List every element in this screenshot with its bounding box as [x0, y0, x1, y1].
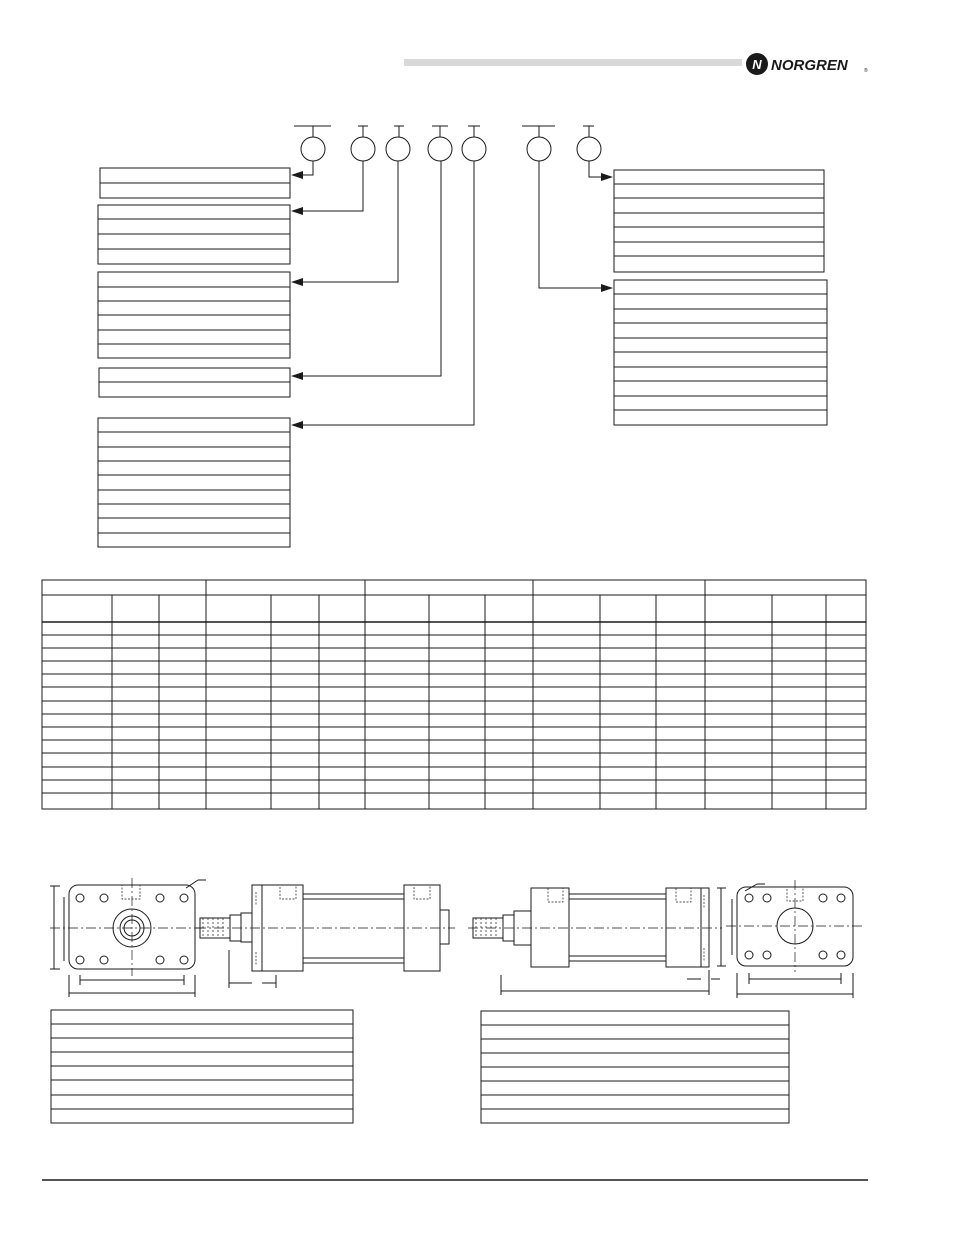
- leader-line: [303, 161, 474, 425]
- front-flange-drawing: [50, 878, 455, 997]
- code-bubble: [351, 126, 375, 161]
- page-header: [404, 53, 868, 75]
- registered-mark: ®: [864, 68, 868, 74]
- svg-text:N: N: [752, 57, 762, 72]
- rear-flange-table: [481, 1011, 789, 1123]
- code-bubble: [577, 126, 601, 161]
- brand-name: NORGREN: [771, 57, 848, 74]
- leader-line: [303, 161, 398, 282]
- code-bubble: [428, 126, 452, 161]
- leader-line: [539, 161, 601, 288]
- code-bubble: [301, 126, 325, 161]
- code-bubble: [527, 126, 551, 161]
- header-bar: [404, 59, 742, 66]
- option-box-3: [98, 272, 290, 358]
- code-diagram: [98, 126, 827, 547]
- front-flange-table: [51, 1010, 353, 1123]
- code-bubble: [462, 126, 486, 161]
- spec-table: [42, 580, 866, 809]
- code-bubble: [386, 126, 410, 161]
- option-box-1: [100, 168, 290, 198]
- rear-flange-drawing: [468, 880, 863, 998]
- leader-line: [589, 161, 601, 177]
- leader-line: [303, 161, 363, 211]
- option-box-6: [614, 170, 824, 272]
- option-box-4: [99, 368, 290, 397]
- option-box-5: [98, 418, 290, 547]
- option-box-2: [98, 205, 290, 264]
- leader-line: [303, 161, 441, 376]
- norgren-logo-icon: [746, 53, 768, 75]
- arrow-icon: [291, 171, 613, 429]
- option-box-7: [614, 280, 827, 425]
